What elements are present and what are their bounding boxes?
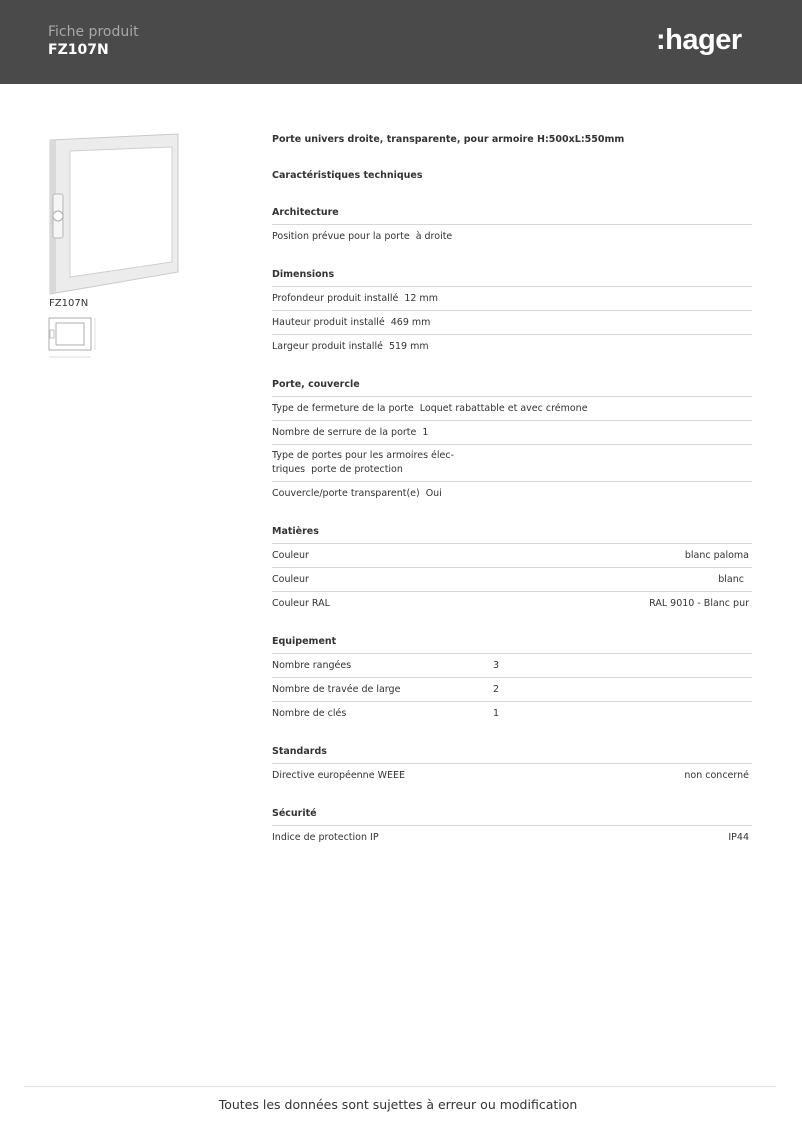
section-door-cover (272, 375, 752, 505)
section-standards (272, 742, 752, 787)
spec-name: Couvercle/porte transparent(e) (272, 488, 420, 499)
spec-name: Couleur RAL (272, 598, 330, 609)
spec-row (272, 592, 752, 615)
product-description: Porte univers droite, transparente, pour armoire H:500xL:550mm (272, 134, 625, 145)
spec-name: Nombre rangées (272, 660, 352, 671)
section-architecture (272, 203, 752, 248)
spec-row (272, 544, 752, 568)
section-materials (272, 522, 752, 615)
product-reference: FZ107N (48, 42, 109, 58)
spec-value: 3 (493, 660, 500, 671)
product-sheet (272, 130, 752, 849)
spec-name: Type de fermeture de la porte (272, 403, 414, 414)
document-type: Fiche produit (48, 24, 139, 40)
spec-value: blanc (718, 574, 744, 585)
section-title: Sécurité (272, 804, 752, 826)
spec-value: à droite (415, 231, 453, 242)
spec-value: RAL 9010 - Blanc pur (649, 598, 749, 609)
spec-row (272, 702, 752, 725)
technical-characteristics-title: Caractéristiques techniques (272, 170, 423, 181)
spec-row (272, 678, 752, 702)
spec-row (272, 654, 752, 678)
section-equipment (272, 632, 752, 725)
spec-name-line2: triques (272, 464, 306, 475)
spec-name: Position prévue pour la porte (272, 231, 410, 242)
spec-name: Couleur (272, 550, 309, 561)
section-title: Matières (272, 522, 752, 544)
spec-value: 12 mm (404, 293, 438, 304)
spec-name: Hauteur produit installé (272, 317, 385, 328)
spec-name: Profondeur produit installé (272, 293, 399, 304)
spec-row (272, 445, 752, 482)
spec-value: 2 (493, 684, 500, 695)
spec-row (272, 421, 752, 445)
spec-row (272, 482, 752, 505)
spec-row (272, 311, 752, 335)
spec-name: Nombre de serrure de la porte (272, 427, 417, 438)
spec-row (272, 826, 752, 849)
product-caption: FZ107N (49, 298, 89, 309)
spec-value: 469 mm (390, 317, 431, 328)
spec-value: non concerné (684, 770, 749, 781)
spec-value: 1 (422, 427, 429, 438)
spec-value: IP44 (728, 832, 749, 843)
spec-value: porte de protection (311, 464, 403, 475)
spec-row (272, 335, 752, 358)
section-dimensions (272, 265, 752, 358)
footer-disclaimer: Toutes les données sont sujettes à erreur ou modification (218, 1097, 578, 1112)
section-title: Standards (272, 742, 752, 764)
spec-value: blanc paloma (684, 550, 749, 561)
section-title: Porte, couvercle (272, 375, 752, 397)
spec-value: Loquet rabattable et avec crémone (419, 403, 588, 414)
spec-row (272, 568, 752, 592)
footer-divider (24, 1086, 776, 1087)
page-header (0, 0, 802, 84)
section-title: Equipement (272, 632, 752, 654)
spec-name: Directive européenne WEEE (272, 770, 405, 781)
spec-value: 1 (493, 708, 500, 719)
spec-row (272, 225, 752, 248)
section-security (272, 804, 752, 849)
spec-name: Indice de protection IP (272, 832, 379, 843)
spec-row (272, 397, 752, 421)
door-panel-image (48, 132, 180, 296)
spec-name: Couleur (272, 574, 309, 585)
spec-name: Largeur produit installé (272, 341, 383, 352)
section-title: Architecture (272, 203, 752, 225)
spec-row (272, 764, 752, 787)
technical-drawing (48, 314, 98, 362)
spec-value: 519 mm (388, 341, 429, 352)
spec-name: Nombre de clés (272, 708, 347, 719)
hager-logo: :hager (656, 24, 742, 56)
section-title: Dimensions (272, 265, 752, 287)
spec-value: Oui (425, 488, 442, 499)
spec-row (272, 287, 752, 311)
spec-name: Nombre de travée de large (272, 684, 401, 695)
spec-name-line1: Type de portes pour les armoires élec- (272, 450, 455, 461)
